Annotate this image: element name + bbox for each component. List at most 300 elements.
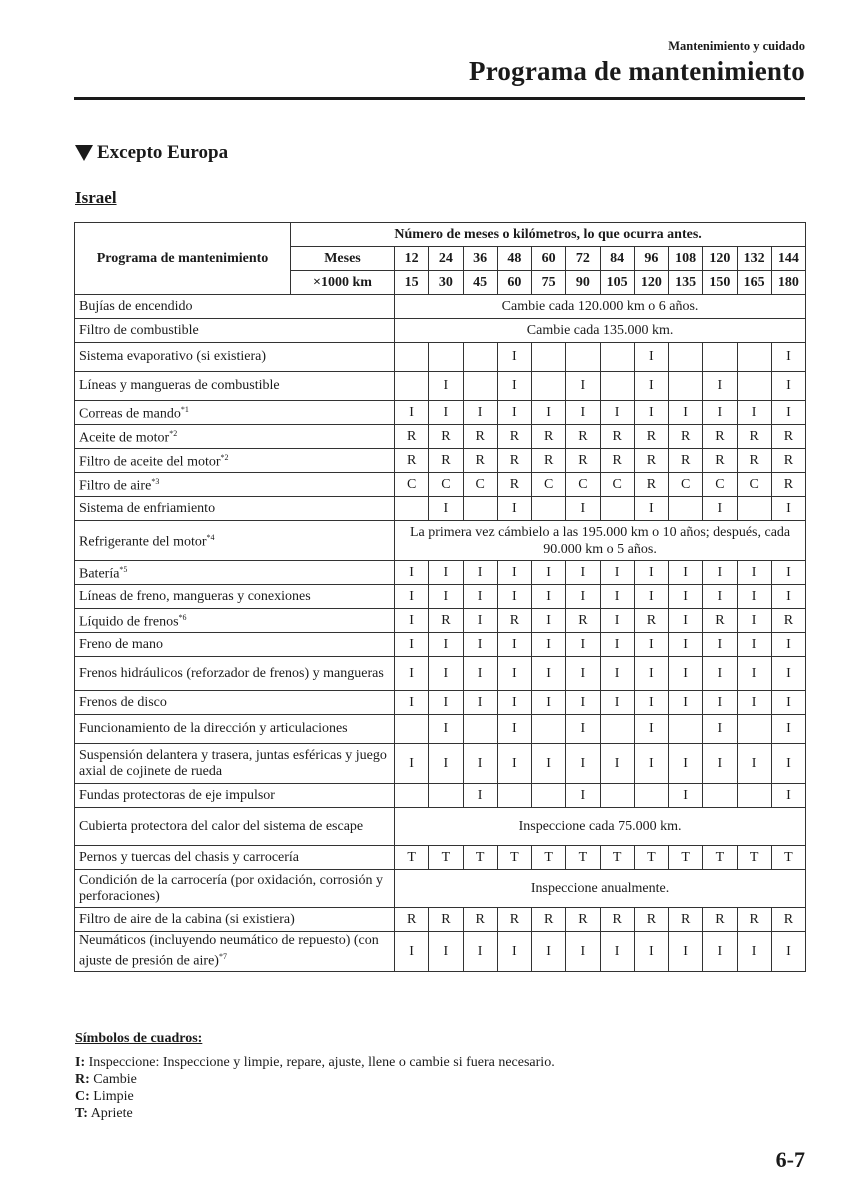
schedule-cell: I (532, 585, 566, 609)
schedule-cell: I (566, 691, 600, 715)
schedule-cell: T (634, 846, 668, 870)
schedule-cell: I (634, 343, 668, 372)
schedule-cell (463, 497, 497, 521)
item-label-cell (75, 449, 395, 473)
month-cell: 132 (737, 247, 771, 271)
schedule-cell: I (463, 744, 497, 784)
schedule-cell: R (532, 425, 566, 449)
interval-note-cell: Cambie cada 120.000 km o 6 años. (395, 295, 806, 319)
schedule-cell: I (429, 657, 463, 691)
schedule-cell: R (634, 449, 668, 473)
schedule-cell: C (566, 473, 600, 497)
schedule-cell: I (703, 633, 737, 657)
schedule-cell: I (669, 401, 703, 425)
footnote-ref: *2 (220, 453, 229, 463)
schedule-cell: I (429, 633, 463, 657)
schedule-cell: I (532, 609, 566, 633)
schedule-cell (600, 784, 634, 808)
schedule-cell: I (566, 784, 600, 808)
schedule-cell: R (463, 449, 497, 473)
schedule-cell: T (429, 846, 463, 870)
table-row (75, 691, 806, 715)
schedule-cell (600, 343, 634, 372)
schedule-cell: I (737, 744, 771, 784)
schedule-cell: R (771, 473, 805, 497)
schedule-cell: I (703, 744, 737, 784)
schedule-cell (703, 784, 737, 808)
symbols-legend (75, 1030, 555, 1122)
schedule-cell (600, 715, 634, 744)
schedule-cell: I (463, 784, 497, 808)
km-cell: 30 (429, 271, 463, 295)
km-cell: 105 (600, 271, 634, 295)
schedule-cell: I (532, 932, 566, 972)
item-label: Fundas protectoras de eje impulsor (79, 787, 275, 803)
schedule-cell: I (566, 932, 600, 972)
region-heading: Israel (75, 188, 117, 207)
schedule-cell: R (395, 908, 429, 932)
schedule-cell: R (634, 609, 668, 633)
schedule-cell: I (737, 657, 771, 691)
schedule-cell: R (771, 908, 805, 932)
triangle-down-icon (75, 145, 93, 161)
schedule-cell: R (771, 449, 805, 473)
km-cell: 165 (737, 271, 771, 295)
item-label: Aceite de motor (79, 430, 170, 446)
schedule-cell: R (429, 609, 463, 633)
table-row (75, 633, 806, 657)
schedule-cell: C (463, 473, 497, 497)
schedule-cell: T (532, 846, 566, 870)
symbol-item-c (75, 1088, 555, 1105)
schedule-cell: R (600, 449, 634, 473)
item-label: Condición de la carrocería (por oxidación, corrosión y perforaciones) (79, 872, 384, 904)
item-label: Suspensión delantera y trasera, juntas esféricas y juego axial de cojinete de rueda (79, 747, 387, 779)
schedule-cell: I (463, 609, 497, 633)
table-row (75, 715, 806, 744)
schedule-cell: I (771, 585, 805, 609)
symbol-key: T: (75, 1106, 88, 1121)
symbol-text: Apriete (87, 1106, 133, 1121)
km-cell: 60 (497, 271, 531, 295)
schedule-cell: T (463, 846, 497, 870)
km-cell: 150 (703, 271, 737, 295)
schedule-cell: R (634, 425, 668, 449)
schedule-cell: R (703, 908, 737, 932)
schedule-cell: I (429, 585, 463, 609)
schedule-cell: R (463, 425, 497, 449)
schedule-cell: I (429, 497, 463, 521)
subheading (75, 142, 228, 164)
schedule-cell: R (532, 908, 566, 932)
schedule-cell: I (463, 691, 497, 715)
symbol-item-i (75, 1054, 555, 1071)
schedule-cell: R (566, 908, 600, 932)
schedule-cell: I (429, 401, 463, 425)
schedule-cell: I (497, 691, 531, 715)
item-label: Filtro de aire (79, 478, 152, 494)
schedule-cell: R (634, 908, 668, 932)
schedule-cell (600, 372, 634, 401)
schedule-cell: I (566, 401, 600, 425)
schedule-cell: I (497, 343, 531, 372)
schedule-cell: I (429, 715, 463, 744)
table-row (75, 343, 806, 372)
schedule-cell: R (566, 449, 600, 473)
schedule-cell: I (669, 609, 703, 633)
schedule-cell: I (703, 401, 737, 425)
table-row (75, 295, 806, 319)
schedule-cell (703, 343, 737, 372)
item-label-cell (75, 372, 395, 401)
schedule-cell: I (669, 561, 703, 585)
schedule-cell: I (395, 633, 429, 657)
item-label: Sistema evaporativo (si existiera) (79, 349, 266, 364)
item-label-cell (75, 691, 395, 715)
item-label: Cubierta protectora del calor del sistema de escape (79, 818, 364, 834)
month-cell: 72 (566, 247, 600, 271)
schedule-cell (737, 715, 771, 744)
schedule-cell: I (429, 744, 463, 784)
table-row (75, 561, 806, 585)
page-number: 6-7 (775, 1147, 805, 1172)
item-label-cell (75, 401, 395, 425)
schedule-cell: I (532, 691, 566, 715)
item-label: Filtro de combustible (79, 322, 199, 338)
schedule-cell: R (669, 908, 703, 932)
schedule-cell: I (669, 585, 703, 609)
schedule-cell: I (737, 633, 771, 657)
schedule-cell: R (737, 449, 771, 473)
schedule-cell (737, 497, 771, 521)
km-label: ×1000 km (291, 271, 395, 295)
schedule-cell: I (634, 932, 668, 972)
schedule-cell (395, 497, 429, 521)
item-label-cell (75, 744, 395, 784)
schedule-cell: I (634, 657, 668, 691)
schedule-cell: I (703, 561, 737, 585)
table-row (75, 521, 806, 561)
schedule-cell (463, 343, 497, 372)
schedule-cell: R (497, 908, 531, 932)
schedule-cell: I (771, 401, 805, 425)
schedule-cell: I (771, 657, 805, 691)
schedule-cell: R (497, 425, 531, 449)
symbol-text: Limpie (89, 1089, 134, 1104)
schedule-cell: I (669, 932, 703, 972)
km-cell: 90 (566, 271, 600, 295)
item-label-cell (75, 473, 395, 497)
schedule-cell: I (566, 561, 600, 585)
item-label-cell (75, 295, 395, 319)
schedule-cell: R (703, 449, 737, 473)
schedule-cell (395, 372, 429, 401)
month-cell: 48 (497, 247, 531, 271)
schedule-cell: I (463, 585, 497, 609)
km-cell: 45 (463, 271, 497, 295)
table-row (75, 319, 806, 343)
schedule-cell (429, 343, 463, 372)
schedule-cell: R (669, 449, 703, 473)
schedule-cell (634, 784, 668, 808)
schedule-cell: I (703, 372, 737, 401)
table-head (75, 223, 806, 295)
schedule-cell: R (497, 609, 531, 633)
schedule-cell: I (669, 633, 703, 657)
schedule-cell: I (703, 657, 737, 691)
schedule-cell (395, 715, 429, 744)
schedule-cell: I (566, 497, 600, 521)
item-label: Sistema de enfriamiento (79, 500, 216, 516)
table-row (75, 657, 806, 691)
schedule-cell: I (395, 691, 429, 715)
schedule-cell (566, 343, 600, 372)
schedule-cell (463, 715, 497, 744)
item-label: Batería (79, 566, 120, 582)
item-label-cell (75, 784, 395, 808)
schedule-cell: I (566, 657, 600, 691)
schedule-cell: I (429, 561, 463, 585)
schedule-cell (737, 372, 771, 401)
month-cell: 36 (463, 247, 497, 271)
item-label: Frenos de disco (79, 694, 167, 710)
month-cell: 108 (669, 247, 703, 271)
schedule-cell: I (600, 561, 634, 585)
item-label-cell (75, 657, 395, 691)
schedule-cell: I (395, 401, 429, 425)
table-row (75, 425, 806, 449)
item-label: Freno de mano (79, 636, 163, 652)
schedule-cell: I (703, 691, 737, 715)
schedule-cell (669, 715, 703, 744)
schedule-cell: T (703, 846, 737, 870)
item-label-cell (75, 715, 395, 744)
schedule-cell (395, 343, 429, 372)
footnote-ref: *5 (119, 565, 128, 575)
item-label-cell (75, 908, 395, 932)
km-cell: 180 (771, 271, 805, 295)
symbols-title: Símbolos de cuadros: (75, 1031, 203, 1046)
schedule-cell: I (532, 561, 566, 585)
schedule-cell: T (737, 846, 771, 870)
schedule-cell: I (703, 497, 737, 521)
schedule-cell: I (703, 585, 737, 609)
schedule-cell: I (395, 657, 429, 691)
item-label-cell (75, 343, 395, 372)
table-row (75, 401, 806, 425)
schedule-cell: I (634, 715, 668, 744)
schedule-cell: I (634, 401, 668, 425)
schedule-cell (737, 343, 771, 372)
symbol-text: Cambie (89, 1072, 137, 1087)
schedule-cell: R (395, 449, 429, 473)
interval-note-cell: Inspeccione cada 75.000 km. (395, 808, 806, 846)
schedule-cell: R (600, 425, 634, 449)
km-cell: 15 (395, 271, 429, 295)
schedule-cell: I (566, 715, 600, 744)
program-header: Programa de mantenimiento (75, 223, 291, 295)
item-label-cell (75, 808, 395, 846)
schedule-cell: T (669, 846, 703, 870)
schedule-cell (463, 372, 497, 401)
schedule-cell: I (600, 609, 634, 633)
symbol-key: R: (75, 1072, 90, 1087)
schedule-cell: I (669, 691, 703, 715)
symbol-item-t (75, 1105, 555, 1122)
table-row (75, 497, 806, 521)
schedule-cell (395, 784, 429, 808)
schedule-cell: R (771, 425, 805, 449)
item-label-cell (75, 633, 395, 657)
item-label-cell (75, 521, 395, 561)
footnote-ref: *6 (178, 613, 187, 623)
schedule-cell: I (771, 343, 805, 372)
page-title: Programa de mantenimiento (469, 56, 805, 86)
item-label: Pernos y tuercas del chasis y carrocería (79, 849, 300, 865)
schedule-cell: T (395, 846, 429, 870)
table-row (75, 808, 806, 846)
symbol-text: Inspeccione: Inspeccione y limpie, repare, ajuste, llene o cambie si fuera necesario. (85, 1055, 555, 1070)
schedule-cell: I (771, 561, 805, 585)
symbol-key: I: (75, 1055, 86, 1070)
table-row (75, 449, 806, 473)
schedule-cell: R (429, 449, 463, 473)
schedule-cell: R (532, 449, 566, 473)
schedule-cell: R (737, 908, 771, 932)
schedule-cell: I (737, 691, 771, 715)
schedule-cell: I (669, 657, 703, 691)
schedule-cell: R (463, 908, 497, 932)
schedule-cell: I (600, 633, 634, 657)
schedule-cell: I (634, 497, 668, 521)
section-label: Mantenimiento y cuidado (668, 39, 805, 53)
schedule-cell: I (737, 561, 771, 585)
schedule-cell: R (566, 609, 600, 633)
item-label: Bujías de encendido (79, 298, 193, 314)
item-label: Funcionamiento de la dirección y articulaciones (79, 721, 348, 736)
schedule-cell (532, 715, 566, 744)
table-row (75, 846, 806, 870)
schedule-cell: I (634, 372, 668, 401)
schedule-cell: I (463, 633, 497, 657)
schedule-cell (532, 372, 566, 401)
month-cell: 84 (600, 247, 634, 271)
schedule-cell: R (771, 609, 805, 633)
schedule-cell: I (497, 585, 531, 609)
item-label-cell (75, 609, 395, 633)
schedule-cell: I (737, 609, 771, 633)
symbol-item-r (75, 1071, 555, 1088)
schedule-cell: I (429, 372, 463, 401)
item-label-cell (75, 932, 395, 972)
item-label: Líneas de freno, mangueras y conexiones (79, 588, 311, 604)
schedule-cell: C (669, 473, 703, 497)
item-label-cell (75, 870, 395, 908)
footnote-ref: *4 (206, 533, 215, 543)
schedule-cell: I (463, 932, 497, 972)
schedule-cell: I (600, 932, 634, 972)
item-label: Frenos hidráulicos (reforzador de frenos) y mangueras (79, 665, 384, 681)
table-row (75, 609, 806, 633)
schedule-cell: R (429, 908, 463, 932)
schedule-cell: R (566, 425, 600, 449)
schedule-cell: I (463, 401, 497, 425)
schedule-cell: I (771, 633, 805, 657)
schedule-cell: C (395, 473, 429, 497)
schedule-cell: R (703, 609, 737, 633)
month-cell: 144 (771, 247, 805, 271)
month-cell: 24 (429, 247, 463, 271)
schedule-cell: I (703, 932, 737, 972)
month-cell: 60 (532, 247, 566, 271)
schedule-cell: R (634, 473, 668, 497)
item-label-cell (75, 425, 395, 449)
schedule-cell: I (497, 657, 531, 691)
schedule-cell: I (395, 609, 429, 633)
item-label: Filtro de aire de la cabina (si existiera) (79, 911, 295, 927)
km-cell: 120 (634, 271, 668, 295)
schedule-cell (532, 497, 566, 521)
schedule-cell: I (463, 657, 497, 691)
schedule-cell: I (497, 633, 531, 657)
schedule-cell: I (737, 932, 771, 972)
schedule-cell: T (771, 846, 805, 870)
km-cell: 75 (532, 271, 566, 295)
schedule-cell: R (429, 425, 463, 449)
schedule-cell: I (497, 401, 531, 425)
schedule-cell: I (395, 932, 429, 972)
schedule-cell: I (566, 372, 600, 401)
schedule-cell (669, 497, 703, 521)
schedule-cell: C (703, 473, 737, 497)
item-label: Correas de mando (79, 406, 181, 422)
table-row (75, 908, 806, 932)
schedule-cell: I (600, 401, 634, 425)
schedule-cell: C (532, 473, 566, 497)
schedule-cell: I (600, 657, 634, 691)
schedule-cell: I (429, 932, 463, 972)
schedule-cell: I (497, 715, 531, 744)
footnote-ref: *3 (151, 477, 160, 487)
km-cell: 135 (669, 271, 703, 295)
item-label-cell (75, 497, 395, 521)
schedule-cell: I (771, 372, 805, 401)
schedule-cell: I (600, 691, 634, 715)
schedule-cell: R (497, 473, 531, 497)
schedule-cell: R (669, 425, 703, 449)
schedule-cell (532, 343, 566, 372)
item-label: Líneas y mangueras de combustible (79, 378, 280, 393)
table-row (75, 870, 806, 908)
schedule-cell: I (497, 561, 531, 585)
schedule-cell: R (497, 449, 531, 473)
table-row (75, 372, 806, 401)
item-label-cell (75, 561, 395, 585)
schedule-cell: I (771, 497, 805, 521)
schedule-cell (600, 497, 634, 521)
schedule-cell: I (703, 715, 737, 744)
schedule-cell: I (566, 744, 600, 784)
interval-note-cell: La primera vez cámbielo a las 195.000 km o 10 años; después, cada 90.000 km o 5 años. (395, 521, 806, 561)
schedule-cell: I (600, 744, 634, 784)
schedule-cell: T (600, 846, 634, 870)
schedule-cell: I (497, 497, 531, 521)
schedule-cell: I (532, 744, 566, 784)
subheading-text: Excepto Europa (97, 142, 229, 163)
schedule-cell: I (566, 585, 600, 609)
schedule-cell: R (737, 425, 771, 449)
schedule-cell: I (395, 561, 429, 585)
